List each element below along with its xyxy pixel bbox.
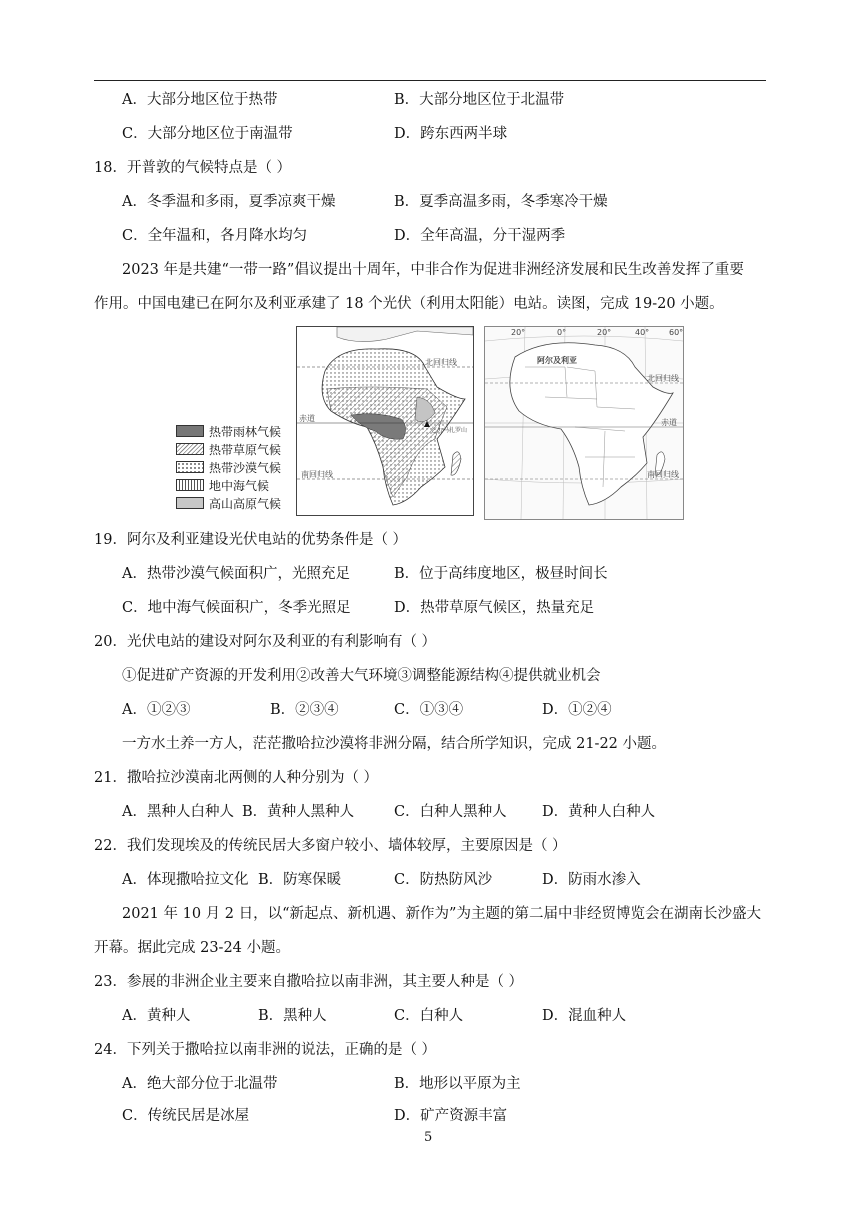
q20-items: ①促进矿产资源的开发利用②改善大气环境③调整能源结构④提供就业机会 — [122, 668, 601, 684]
passage3-line2: 开幕。据此完成 23-24 小题。 — [94, 940, 291, 956]
map1-label-north-tropic: 北回归线 — [425, 358, 457, 367]
q17-option-c: C．大部分地区位于南温带 — [122, 126, 293, 142]
legend-mediterranean — [176, 476, 294, 494]
q23-option-b: B．黑种人 — [258, 1008, 327, 1024]
q21-option-c: C．白种人黑种人 — [394, 804, 507, 820]
q17-option-b: B．大部分地区位于北温带 — [394, 92, 565, 108]
q22-option-a: A．体现撒哈拉文化 — [122, 872, 249, 888]
q18-option-d: D．全年高温，分干湿两季 — [394, 228, 566, 244]
africa-climate-map — [296, 326, 474, 516]
legend-swatch — [176, 425, 204, 437]
passage2: 一方水土养一方人，茫茫撒哈拉沙漠将非洲分隔，结合所学知识，完成 21-22 小题。 — [122, 736, 667, 752]
africa-climate-figure — [176, 326, 686, 522]
q22-option-d: D．防雨水渗入 — [542, 872, 641, 888]
map2-label-south-tropic: 南回归线 — [647, 470, 679, 479]
map2-lon-label: 0° — [557, 328, 567, 337]
map1-label-south-tropic: 南回归线 — [301, 470, 333, 479]
q19-option-d: D．热带草原气候区，热量充足 — [394, 600, 595, 616]
passage3-line1: 2021 年 10 月 2 日，以“新起点、新机遇、新作为”为主题的第二届中非经贸博览会在湖南长沙盛大 — [122, 906, 761, 922]
climate-legend — [176, 422, 294, 512]
q19-option-b: B．位于高纬度地区，极昼时间长 — [394, 566, 608, 582]
q22-option-c: C．防热防风沙 — [394, 872, 493, 888]
q18-option-b: B．夏季高温多雨，冬季寒冷干燥 — [394, 194, 608, 210]
q24-stem: 24．下列关于撒哈拉以南非洲的说法，正确的是（ ） — [94, 1042, 437, 1058]
q24-option-b: B．地形以平原为主 — [394, 1076, 521, 1092]
legend-swatch — [176, 443, 204, 455]
q21-stem: 21．撒哈拉沙漠南北两侧的人种分别为（ ） — [94, 770, 379, 786]
legend-savanna — [176, 440, 294, 458]
passage1-line1: 2023 年是共建“一带一路”倡议提出十周年，中非合作为促进非洲经济发展和民生改善发挥了重要 — [122, 262, 744, 278]
q18-option-a: A．冬季温和多雨，夏季凉爽干燥 — [122, 194, 336, 210]
map1-label-peak: 乞力马扎罗山 — [431, 427, 468, 434]
legend-highland — [176, 494, 294, 512]
legend-desert — [176, 458, 294, 476]
q22-option-b: B．防寒保暖 — [258, 872, 342, 888]
africa-political-map-svg — [485, 327, 683, 519]
q24-option-a: A．绝大部分位于北温带 — [122, 1076, 278, 1092]
q20-option-d: D．①②④ — [542, 702, 612, 718]
q23-option-c: C．白种人 — [394, 1008, 464, 1024]
q23-option-a: A．黄种人 — [122, 1008, 191, 1024]
legend-swatch — [176, 461, 204, 473]
q20-option-c: C．①③④ — [394, 702, 464, 718]
q22-stem: 22．我们发现埃及的传统民居大多窗户较小、墙体较厚，主要原因是（ ） — [94, 838, 567, 854]
africa-climate-map-svg — [297, 327, 473, 515]
map1-label-equator: 赤道 — [299, 414, 315, 423]
q21-option-b: B．黄种人黑种人 — [242, 804, 355, 820]
legend-label: 高山高原气候 — [209, 496, 282, 511]
map2-label-equator: 赤道 — [661, 418, 677, 427]
q23-stem: 23．参展的非洲企业主要来自撒哈拉以南非洲，其主要人种是（ ） — [94, 974, 524, 990]
map2-label-algeria: 阿尔及利亚 — [537, 356, 577, 365]
q17-option-d: D．跨东西两半球 — [394, 126, 508, 142]
q21-option-d: D．黄种人白种人 — [542, 804, 656, 820]
q20-option-b: B．②③④ — [270, 702, 339, 718]
passage1-line2: 作用。中国电建已在阿尔及利亚承建了 18 个光伏（利用太阳能）电站。读图，完成 19-20 小题。 — [94, 296, 724, 312]
q19-stem: 19．阿尔及利亚建设光伏电站的优势条件是（ ） — [94, 532, 408, 548]
legend-swatch — [176, 497, 204, 509]
africa-political-map — [484, 326, 684, 520]
legend-swatch — [176, 479, 204, 491]
q21-option-a: A．黑种人白种人 — [122, 804, 234, 820]
legend-label: 热带草原气候 — [209, 442, 282, 457]
legend-label: 热带沙漠气候 — [209, 460, 282, 475]
q19-option-c: C．地中海气候面积广，冬季光照足 — [122, 600, 351, 616]
map2-lon-label: 40° — [635, 328, 650, 337]
q20-option-a: A．①②③ — [122, 702, 191, 718]
map2-label-north-tropic: 北回归线 — [647, 374, 679, 383]
page-number: 5 — [424, 1130, 433, 1145]
q20-stem: 20．光伏电站的建设对阿尔及利亚的有利影响有（ ） — [94, 634, 437, 650]
legend-rainforest — [176, 422, 294, 440]
q19-option-a: A．热带沙漠气候面积广，光照充足 — [122, 566, 350, 582]
q23-option-d: D．混血种人 — [542, 1008, 627, 1024]
q24-option-d: D．矿产资源丰富 — [394, 1108, 508, 1124]
q18-stem: 18．开普敦的气候特点是（ ） — [94, 160, 292, 176]
map2-lon-label: 20° — [597, 328, 612, 337]
map2-lon-label: 60° — [669, 328, 684, 337]
map2-lon-label: 20° — [511, 328, 526, 337]
legend-label: 地中海气候 — [209, 478, 270, 493]
q18-option-c: C．全年温和，各月降水均匀 — [122, 228, 308, 244]
q17-option-a: A．大部分地区位于热带 — [122, 92, 278, 108]
legend-label: 热带雨林气候 — [209, 424, 282, 439]
header-rule — [94, 80, 766, 81]
q24-option-c: C．传统民居是冰屋 — [122, 1108, 250, 1124]
